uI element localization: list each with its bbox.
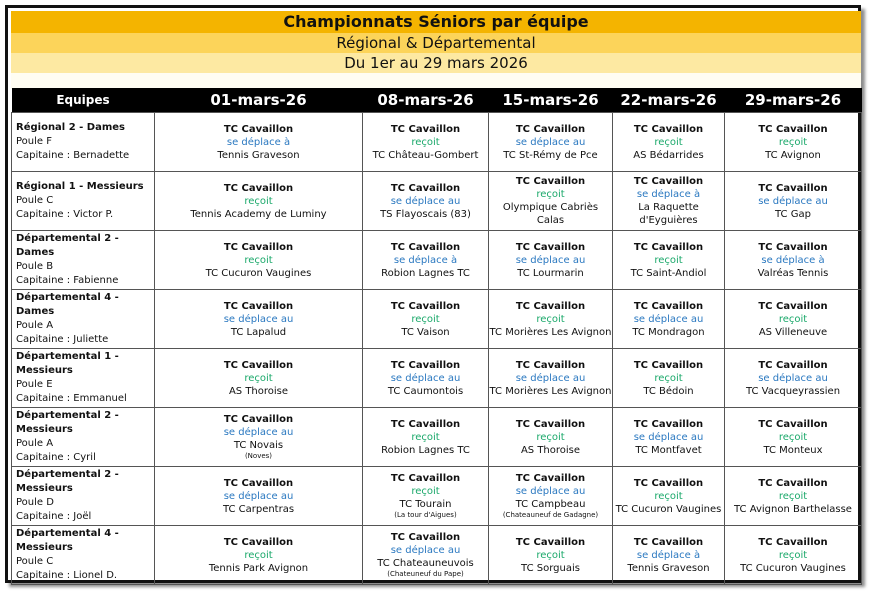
home-status: reçoit (536, 431, 565, 443)
opponent-name: La Raquette d'Eyguières (638, 202, 699, 226)
opponent-name: TC Gap (775, 208, 811, 220)
opponent-name: TC Saint-Andiol (630, 267, 707, 279)
match-cell (155, 408, 363, 467)
opponent-name: TC Avignon Barthelasse (734, 503, 852, 515)
match-cell (363, 467, 489, 526)
team-poule: Poule C (16, 556, 54, 567)
banner-spacer (11, 73, 861, 89)
venue-note: (La tour d'Aigues) (394, 511, 457, 519)
opponent-name: TC Lourmarin (517, 267, 584, 279)
team-cell (12, 172, 155, 231)
team-poule: Poule A (16, 320, 54, 331)
match-cell (489, 172, 613, 231)
column-header-date: 29-mars-26 (725, 88, 862, 113)
match-cell (489, 408, 613, 467)
opponent-name: AS Bédarrides (633, 149, 704, 161)
club-name: TC Cavaillon (515, 359, 586, 371)
match-cell (725, 408, 862, 467)
team-cell (12, 467, 155, 526)
match-cell (613, 408, 725, 467)
match-cell (725, 349, 862, 408)
opponent-name: Tennis Graveson (217, 149, 300, 161)
opponent-name: TC Carpentras (222, 503, 295, 515)
match-cell (363, 349, 489, 408)
away-status: se déplace à (636, 189, 701, 200)
team-captain: Capitaine : Victor P. (16, 209, 114, 220)
table-row (12, 113, 862, 172)
club-name: TC Cavaillon (223, 359, 294, 371)
match-cell (725, 290, 862, 349)
team-name: Départemental 1 - Messieurs (16, 351, 119, 376)
match-cell (613, 172, 725, 231)
club-name: TC Cavaillon (758, 123, 828, 135)
match-cell (363, 231, 489, 290)
team-name: Départemental 2 - Messieurs (16, 469, 119, 494)
match-cell (363, 113, 489, 172)
match-cell (489, 231, 613, 290)
table-row (12, 408, 862, 467)
schedule-sheet (5, 5, 861, 583)
club-name: TC Cavaillon (758, 241, 828, 253)
away-status: se déplace à (393, 254, 458, 266)
club-name: TC Cavaillon (633, 123, 704, 135)
title-banner (11, 11, 861, 89)
team-poule: Poule B (16, 261, 54, 272)
home-status: reçoit (536, 549, 565, 561)
match-cell (363, 172, 489, 231)
away-status: se déplace au (390, 372, 461, 384)
club-name: TC Cavaillon (633, 418, 704, 430)
opponent-name: Robion Lagnes TC (381, 444, 470, 456)
match-cell (725, 467, 862, 526)
home-status: reçoit (654, 372, 683, 384)
opponent-name: Valréas Tennis (757, 267, 829, 279)
team-captain: Capitaine : Lionel D. (16, 570, 118, 581)
team-name: Départemental 2 - Messieurs (16, 410, 119, 435)
opponent-name: AS Thoroise (520, 444, 581, 456)
club-name: TC Cavaillon (758, 359, 828, 371)
club-name: TC Cavaillon (390, 300, 461, 312)
club-name: TC Cavaillon (758, 477, 828, 489)
opponent-name: TC Vacqueyrassien (745, 385, 841, 397)
home-status: reçoit (778, 549, 808, 561)
match-cell (725, 526, 862, 585)
away-status: se déplace au (633, 313, 704, 325)
away-status: se déplace au (758, 195, 828, 207)
team-name: Départemental 4 - Dames (16, 292, 119, 317)
club-name: TC Cavaillon (633, 536, 704, 548)
home-status: reçoit (244, 372, 273, 384)
venue-note: (Chateauneuf de Gadagne) (502, 511, 599, 519)
table-row (12, 349, 862, 408)
table-row (12, 172, 862, 231)
team-captain: Capitaine : Joël (16, 511, 92, 522)
opponent-name: TC Monteux (763, 444, 823, 456)
home-status: reçoit (411, 486, 440, 497)
opponent-name: Robion Lagnes TC (381, 267, 470, 279)
home-status: reçoit (778, 136, 808, 148)
opponent-name: TC Vaison (401, 326, 450, 338)
team-cell (12, 113, 155, 172)
opponent-name: TC Cucuron Vaugines (615, 503, 722, 515)
column-header-date: 08-mars-26 (363, 88, 489, 113)
opponent-name: TC Campbeau (515, 499, 586, 510)
away-status: se déplace au (223, 313, 294, 325)
home-status: reçoit (536, 189, 565, 200)
away-status: se déplace au (390, 195, 461, 207)
club-name: TC Cavaillon (223, 182, 294, 194)
team-poule: Poule C (16, 195, 54, 206)
club-name: TC Cavaillon (390, 123, 461, 135)
club-name: TC Cavaillon (515, 418, 586, 430)
club-name: TC Cavaillon (223, 241, 294, 253)
opponent-name: TC Avignon (765, 149, 821, 161)
match-cell (489, 467, 613, 526)
away-status: se déplace à (226, 136, 291, 148)
opponent-name: TC Cucuron Vaugines (740, 562, 846, 574)
club-name: TC Cavaillon (758, 536, 828, 548)
match-cell (363, 408, 489, 467)
match-cell (155, 526, 363, 585)
home-status: reçoit (411, 431, 440, 443)
column-header-teams: Equipes (12, 88, 155, 113)
match-cell (489, 290, 613, 349)
opponent-name: TC Mondragon (632, 326, 705, 338)
opponent-name: TC Chateauneuvois (377, 558, 474, 569)
club-name: TC Cavaillon (223, 414, 294, 425)
team-poule: Poule A (16, 438, 54, 449)
home-status: reçoit (654, 490, 683, 502)
club-name: TC Cavaillon (515, 300, 586, 312)
team-captain: Capitaine : Cyril (16, 452, 96, 463)
away-status: se déplace à (636, 549, 701, 561)
match-cell (489, 113, 613, 172)
club-name: TC Cavaillon (390, 241, 461, 253)
schedule-body (12, 113, 862, 585)
column-header-date: 01-mars-26 (155, 88, 363, 113)
opponent-name: TC Bédoin (643, 385, 694, 397)
opponent-name: Tennis Park Avignon (208, 562, 309, 574)
opponent-name: TC Cucuron Vaugines (205, 267, 312, 279)
page-title: Championnats Séniors par équipe (11, 11, 861, 33)
opponent-name: TC Tourain (399, 499, 452, 510)
home-status: reçoit (536, 313, 565, 325)
match-cell (725, 231, 862, 290)
match-cell (155, 172, 363, 231)
team-captain: Capitaine : Juliette (16, 334, 109, 345)
home-status: reçoit (244, 549, 273, 561)
match-cell (613, 526, 725, 585)
column-header-date: 22-mars-26 (613, 88, 725, 113)
table-row (12, 290, 862, 349)
team-cell (12, 408, 155, 467)
home-status: reçoit (778, 313, 808, 325)
opponent-name: TC Sorguais (521, 562, 580, 574)
match-cell (155, 349, 363, 408)
club-name: TC Cavaillon (223, 123, 294, 135)
venue-note: (Noves) (244, 452, 273, 460)
home-status: reçoit (411, 313, 440, 325)
match-cell (725, 113, 862, 172)
match-cell (613, 467, 725, 526)
team-name: Régional 1 - Messieurs (16, 181, 144, 192)
club-name: TC Cavaillon (390, 359, 461, 371)
opponent-name: TC Novais (233, 440, 284, 451)
team-captain: Capitaine : Bernadette (16, 150, 130, 161)
home-status: reçoit (778, 431, 808, 443)
club-name: TC Cavaillon (633, 477, 704, 489)
team-cell (12, 290, 155, 349)
table-row (12, 231, 862, 290)
club-name: TC Cavaillon (758, 418, 828, 430)
match-cell (613, 231, 725, 290)
match-cell (489, 526, 613, 585)
opponent-name: TC Lapalud (230, 326, 287, 338)
away-status: se déplace au (758, 372, 828, 384)
club-name: TC Cavaillon (515, 176, 586, 187)
club-name: TC Cavaillon (390, 532, 461, 543)
opponent-name: TC Caumontois (387, 385, 464, 397)
club-name: TC Cavaillon (390, 182, 461, 194)
team-cell (12, 349, 155, 408)
club-name: TC Cavaillon (633, 300, 704, 312)
team-name: Départemental 2 - Dames (16, 233, 119, 258)
team-captain: Capitaine : Fabienne (16, 275, 119, 286)
away-status: se déplace au (515, 486, 586, 497)
home-status: reçoit (654, 254, 683, 266)
opponent-name: AS Thoroise (228, 385, 289, 397)
table-row (12, 467, 862, 526)
away-status: se déplace au (515, 136, 586, 148)
club-name: TC Cavaillon (223, 536, 294, 548)
home-status: reçoit (244, 195, 273, 207)
team-name: Régional 2 - Dames (16, 122, 125, 133)
match-cell (155, 290, 363, 349)
away-status: se déplace au (223, 427, 294, 438)
match-cell (613, 113, 725, 172)
opponent-name: TC Morières Les Avignon (489, 326, 612, 338)
away-status: se déplace au (515, 254, 586, 266)
club-name: TC Cavaillon (515, 473, 586, 484)
club-name: TC Cavaillon (390, 473, 461, 484)
match-cell (155, 231, 363, 290)
match-cell (155, 113, 363, 172)
away-status: se déplace au (390, 545, 461, 556)
match-cell (363, 526, 489, 585)
opponent-name: AS Villeneuve (758, 326, 828, 338)
venue-note: (Chateuneuf du Pape) (387, 570, 464, 578)
away-status: se déplace au (515, 372, 586, 384)
opponent-name: TC Montfavet (635, 444, 702, 456)
match-cell (613, 349, 725, 408)
club-name: TC Cavaillon (758, 182, 828, 194)
opponent-name: Tennis Academy de Luminy (190, 208, 327, 220)
club-name: TC Cavaillon (390, 418, 461, 430)
team-name: Départemental 4 - Messieurs (16, 528, 119, 553)
schedule-table (11, 88, 862, 585)
club-name: TC Cavaillon (223, 300, 294, 312)
club-name: TC Cavaillon (633, 241, 704, 253)
team-cell (12, 231, 155, 290)
home-status: reçoit (778, 490, 808, 502)
opponent-name: TC St-Rémy de Pce (503, 149, 598, 161)
home-status: reçoit (411, 136, 440, 148)
match-cell (725, 172, 862, 231)
match-cell (363, 290, 489, 349)
opponent-name: Tennis Graveson (627, 562, 710, 574)
club-name: TC Cavaillon (515, 241, 586, 253)
team-poule: Poule E (16, 379, 53, 390)
table-row (12, 526, 862, 585)
away-status: se déplace à (761, 254, 825, 266)
match-cell (155, 467, 363, 526)
club-name: TC Cavaillon (515, 536, 586, 548)
opponent-name: TC Château-Gombert (372, 149, 479, 161)
away-status: se déplace au (223, 490, 294, 502)
opponent-name: TC Morières Les Avignon (489, 385, 612, 397)
opponent-name: Olympique Cabriès Calas (502, 202, 599, 226)
team-poule: Poule D (16, 497, 54, 508)
club-name: TC Cavaillon (633, 176, 704, 187)
period-label: Du 1er au 29 mars 2026 (11, 53, 861, 73)
match-cell (613, 290, 725, 349)
away-status: se déplace au (633, 431, 704, 443)
match-cell (489, 349, 613, 408)
club-name: TC Cavaillon (223, 477, 294, 489)
team-captain: Capitaine : Emmanuel (16, 393, 127, 404)
club-name: TC Cavaillon (633, 359, 704, 371)
team-cell (12, 526, 155, 585)
club-name: TC Cavaillon (758, 300, 828, 312)
club-name: TC Cavaillon (515, 123, 586, 135)
header-row (12, 88, 862, 113)
page-subtitle: Régional & Départemental (11, 33, 861, 53)
home-status: reçoit (244, 254, 273, 266)
opponent-name: TS Flayoscais (83) (380, 208, 471, 220)
column-header-date: 15-mars-26 (489, 88, 613, 113)
team-poule: Poule F (16, 136, 52, 147)
home-status: reçoit (654, 136, 683, 148)
